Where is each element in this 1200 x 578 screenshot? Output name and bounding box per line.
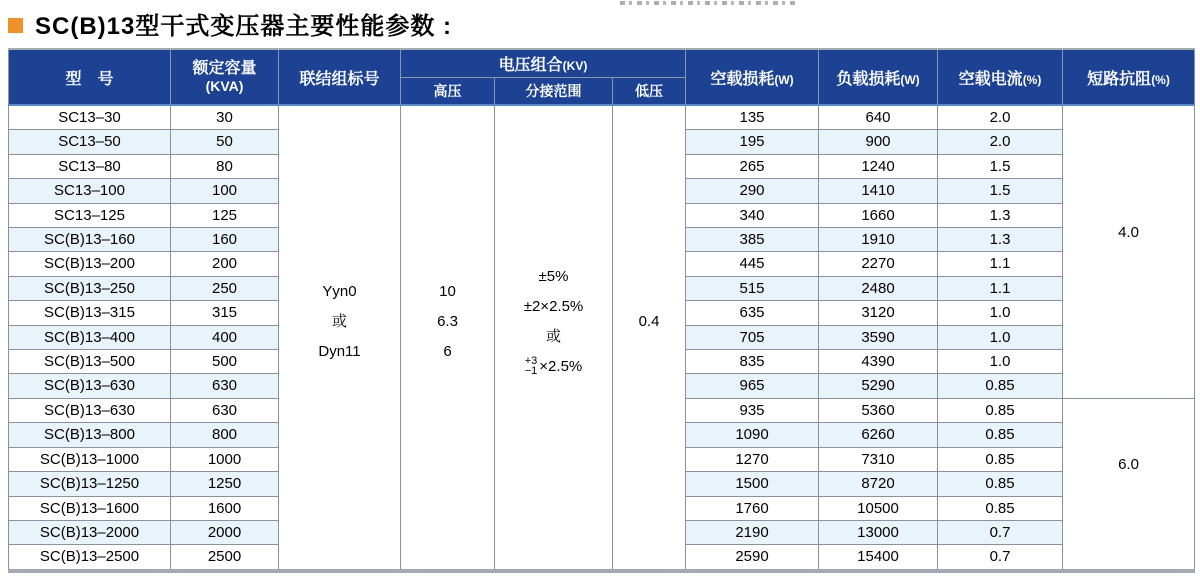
cell-kva: 500	[171, 350, 279, 374]
cell-model: SC(B)13–1600	[9, 496, 171, 520]
no-load-loss-label: 空载损耗	[710, 70, 775, 88]
cell-no-load-loss: 445	[686, 252, 819, 276]
col-header-impedance	[1063, 49, 1195, 105]
cell-load-loss: 640	[819, 105, 938, 130]
cell-no-load-loss: 195	[686, 130, 819, 154]
col-header-load-loss	[819, 49, 938, 105]
hv-line: 10	[439, 283, 456, 301]
col-header-connection: 联结组标号	[279, 49, 401, 105]
connection-line: Dyn11	[318, 343, 361, 361]
voltage-group-label: 电压组合	[498, 56, 563, 74]
cell-model: SC(B)13–630	[9, 374, 171, 398]
col-header-hv: 高压	[401, 77, 495, 105]
col-header-no-load-current	[938, 49, 1063, 105]
cell-load-loss: 2270	[819, 252, 938, 276]
lv-cell: 0.4	[613, 105, 686, 571]
cell-kva: 50	[171, 130, 279, 154]
cell-no-load-current: 1.0	[938, 350, 1063, 374]
tap-stack-top: +3	[524, 355, 538, 368]
cell-no-load-loss: 340	[686, 203, 819, 227]
cell-no-load-current: 0.85	[938, 423, 1063, 447]
clipped-text-fragment	[620, 1, 795, 5]
connection-line: 或	[331, 313, 347, 331]
cell-no-load-current: 0.85	[938, 447, 1063, 471]
tap-line: ±2×2.5%	[523, 298, 584, 316]
cell-no-load-loss: 290	[686, 179, 819, 203]
cell-model: SC13–80	[9, 154, 171, 178]
cell-no-load-loss: 835	[686, 350, 819, 374]
cell-kva: 250	[171, 276, 279, 300]
cell-no-load-loss: 385	[686, 228, 819, 252]
cell-load-loss: 3590	[819, 325, 938, 349]
cell-kva: 2000	[171, 520, 279, 544]
cell-no-load-current: 0.85	[938, 398, 1063, 422]
impedance-unit: (%)	[1151, 72, 1170, 87]
cell-model: SC(B)13–2000	[9, 520, 171, 544]
cell-kva: 400	[171, 325, 279, 349]
cell-load-loss: 1240	[819, 154, 938, 178]
cell-kva: 630	[171, 374, 279, 398]
cell-no-load-current: 2.0	[938, 105, 1063, 130]
cell-no-load-current: 0.7	[938, 545, 1063, 571]
load-loss-unit: (W)	[900, 72, 920, 87]
cell-model: SC(B)13–250	[9, 276, 171, 300]
cell-no-load-current: 2.0	[938, 130, 1063, 154]
cell-load-loss: 5290	[819, 374, 938, 398]
cell-load-loss: 6260	[819, 423, 938, 447]
cell-load-loss: 1660	[819, 203, 938, 227]
cell-model: SC(B)13–2500	[9, 545, 171, 571]
cell-no-load-loss: 265	[686, 154, 819, 178]
cell-no-load-current: 0.85	[938, 472, 1063, 496]
cell-load-loss: 2480	[819, 276, 938, 300]
cell-kva: 100	[171, 179, 279, 203]
cell-no-load-current: 1.1	[938, 276, 1063, 300]
cell-kva: 30	[171, 105, 279, 130]
no-load-loss-unit: (W)	[774, 72, 794, 87]
cell-load-loss: 8720	[819, 472, 938, 496]
cell-load-loss: 10500	[819, 496, 938, 520]
cell-no-load-loss: 1270	[686, 447, 819, 471]
parameters-table	[8, 48, 1195, 573]
cell-load-loss: 15400	[819, 545, 938, 571]
cell-model: SC(B)13–500	[9, 350, 171, 374]
cell-no-load-current: 1.3	[938, 203, 1063, 227]
col-header-no-load-loss	[686, 49, 819, 105]
tap-line-stacked	[495, 352, 612, 382]
cell-model: SC(B)13–400	[9, 325, 171, 349]
cell-no-load-current: 1.5	[938, 179, 1063, 203]
connection-line: Yyn0	[322, 283, 357, 301]
cell-model: SC(B)13–630	[9, 398, 171, 422]
cell-no-load-current: 1.0	[938, 301, 1063, 325]
cell-model: SC13–125	[9, 203, 171, 227]
cell-kva: 80	[171, 154, 279, 178]
cell-no-load-loss: 965	[686, 374, 819, 398]
no-load-current-label: 空载电流	[958, 70, 1023, 88]
cell-no-load-loss: 635	[686, 301, 819, 325]
capacity-label: 额定容量	[192, 60, 257, 77]
cell-model: SC(B)13–800	[9, 423, 171, 447]
cell-model: SC(B)13–1000	[9, 447, 171, 471]
cell-no-load-current: 1.5	[938, 154, 1063, 178]
header-row-1	[9, 49, 1195, 77]
cell-load-loss: 4390	[819, 350, 938, 374]
cell-kva: 2500	[171, 545, 279, 571]
cell-no-load-current: 0.7	[938, 520, 1063, 544]
cell-load-loss: 1410	[819, 179, 938, 203]
col-header-voltage-group	[401, 49, 686, 77]
cell-load-loss: 13000	[819, 520, 938, 544]
tap-stack-bottom: −1	[524, 365, 538, 378]
cell-model: SC13–30	[9, 105, 171, 130]
col-header-capacity	[171, 49, 279, 105]
cell-kva: 1000	[171, 447, 279, 471]
title-bullet-icon	[8, 18, 23, 33]
tap-line: ±5%	[538, 268, 569, 286]
cell-kva: 1600	[171, 496, 279, 520]
cell-no-load-current: 1.0	[938, 325, 1063, 349]
cell-no-load-loss: 2190	[686, 520, 819, 544]
no-load-current-unit: (%)	[1022, 72, 1042, 87]
hv-cell	[401, 105, 495, 571]
cell-load-loss: 900	[819, 130, 938, 154]
cell-no-load-loss: 135	[686, 105, 819, 130]
tap-range-cell	[495, 105, 613, 571]
cell-no-load-loss: 1500	[686, 472, 819, 496]
cell-load-loss: 5360	[819, 398, 938, 422]
cell-load-loss: 1910	[819, 228, 938, 252]
cell-no-load-loss: 2590	[686, 545, 819, 571]
tap-line: 或	[545, 328, 561, 346]
load-loss-label: 负载损耗	[836, 70, 901, 88]
cell-no-load-loss: 515	[686, 276, 819, 300]
cell-kva: 200	[171, 252, 279, 276]
cell-no-load-current: 1.3	[938, 228, 1063, 252]
table-row	[9, 105, 1195, 130]
col-header-lv: 低压	[613, 77, 686, 105]
impedance-cell-group1: 4.0	[1063, 105, 1195, 398]
col-header-tap-range: 分接范围	[495, 77, 613, 105]
impedance-cell-group2: 6.0	[1063, 398, 1195, 570]
cell-model: SC13–50	[9, 130, 171, 154]
cell-no-load-current: 0.85	[938, 496, 1063, 520]
cell-model: SC13–100	[9, 179, 171, 203]
cell-model: SC(B)13–160	[9, 228, 171, 252]
connection-cell	[279, 105, 401, 571]
cell-no-load-loss: 935	[686, 398, 819, 422]
cell-model: SC(B)13–1250	[9, 472, 171, 496]
cell-kva: 315	[171, 301, 279, 325]
page-title-text: SC(B)13型干式变压器主要性能参数 :	[35, 13, 453, 40]
cell-model: SC(B)13–315	[9, 301, 171, 325]
tap-stack	[525, 356, 538, 376]
cell-no-load-loss: 1760	[686, 496, 819, 520]
cell-no-load-loss: 705	[686, 325, 819, 349]
cell-no-load-loss: 1090	[686, 423, 819, 447]
voltage-group-unit: (KV)	[562, 58, 588, 73]
page-title	[8, 6, 452, 41]
col-header-model: 型 号	[9, 49, 171, 105]
hv-line: 6.3	[437, 313, 458, 331]
capacity-unit: (KVA)	[205, 78, 244, 94]
cell-kva: 630	[171, 398, 279, 422]
cell-kva: 1250	[171, 472, 279, 496]
hv-line: 6	[443, 343, 452, 361]
cell-model: SC(B)13–200	[9, 252, 171, 276]
cell-kva: 800	[171, 423, 279, 447]
tap-stack-suffix: ×2.5%	[539, 358, 583, 376]
cell-kva: 125	[171, 203, 279, 227]
cell-no-load-current: 0.85	[938, 374, 1063, 398]
cell-load-loss: 3120	[819, 301, 938, 325]
impedance-label: 短路抗阻	[1087, 70, 1152, 88]
cell-load-loss: 7310	[819, 447, 938, 471]
cell-kva: 160	[171, 228, 279, 252]
cell-no-load-current: 1.1	[938, 252, 1063, 276]
